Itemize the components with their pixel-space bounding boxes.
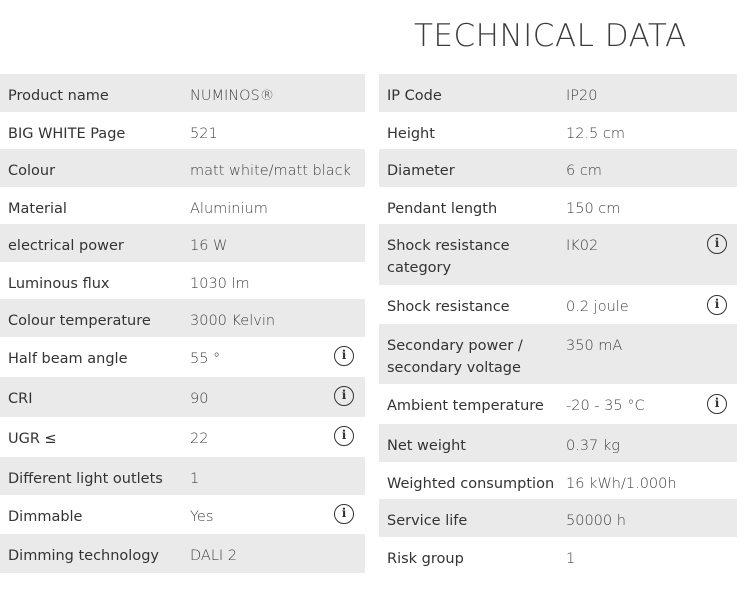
spec-label: Risk group (387, 551, 464, 567)
spec-row-dimming-technology (0, 534, 365, 573)
page-title: TECHNICAL DATA (414, 18, 687, 54)
spec-row-colour (0, 149, 365, 187)
spec-row-big-white-page (0, 112, 365, 149)
spec-row-net-weight (379, 424, 737, 462)
spec-label: Weighted consumption (387, 476, 555, 492)
spec-label: UGR ≤ (8, 431, 57, 447)
spec-label: Diameter (387, 163, 455, 179)
spec-label: CRI (8, 391, 33, 407)
spec-value: 50000 h (566, 513, 626, 529)
spec-value: 16 W (190, 238, 228, 254)
spec-label: Pendant length (387, 201, 498, 217)
spec-value: 150 cm (566, 201, 621, 217)
spec-row-ip-code (379, 74, 737, 112)
spec-label: Service life (387, 513, 468, 529)
spec-value: DALI 2 (190, 548, 238, 564)
spec-row-cri (0, 377, 365, 417)
spec-value: 22 (190, 431, 209, 447)
spec-value: 12.5 cm (566, 126, 625, 142)
spec-row-height (379, 112, 737, 149)
spec-row-product-name (0, 74, 365, 112)
spec-value: 90 (190, 391, 209, 407)
spec-label: Shock resistance (387, 299, 510, 315)
spec-row-weighted-consumption (379, 462, 737, 499)
spec-label: Product name (8, 88, 109, 104)
spec-row-ambient-temperature (379, 384, 737, 424)
info-icon[interactable]: i (334, 504, 354, 524)
spec-value: -20 - 35 °C (566, 398, 645, 414)
spec-value: Aluminium (190, 201, 268, 217)
spec-value: 55 ° (190, 351, 221, 367)
spec-value: Yes (190, 509, 214, 525)
spec-row-diameter (379, 149, 737, 187)
spec-value: IK02 (566, 238, 599, 254)
info-icon[interactable]: i (707, 394, 727, 414)
spec-value: matt white/matt black (190, 163, 352, 179)
spec-row-pendant-length (379, 187, 737, 224)
left-spec-table (0, 74, 365, 573)
spec-label: IP Code (387, 88, 442, 104)
spec-row-shock-resistance-category (379, 224, 737, 285)
spec-label: BIG WHITE Page (8, 126, 126, 142)
info-icon[interactable]: i (707, 234, 727, 254)
spec-label: Colour (8, 163, 56, 179)
spec-row-secondary-power (379, 324, 737, 384)
info-icon[interactable]: i (334, 386, 354, 406)
spec-value: 350 mA (566, 338, 623, 354)
spec-row-light-outlets (0, 457, 365, 495)
spec-label: Different light outlets (8, 471, 163, 487)
spec-value: NUMINOS® (190, 88, 275, 104)
spec-row-service-life (379, 499, 737, 537)
spec-row-ugr (0, 417, 365, 457)
spec-label: Dimmable (8, 509, 83, 525)
spec-row-dimmable (0, 495, 365, 534)
spec-value: 521 (190, 126, 218, 142)
spec-value: 1030 lm (190, 276, 250, 292)
spec-label: Net weight (387, 438, 466, 454)
spec-row-electrical-power (0, 224, 365, 262)
spec-row-luminous-flux (0, 262, 365, 299)
spec-label: Luminous flux (8, 276, 110, 292)
info-icon[interactable]: i (334, 426, 354, 446)
spec-value: IP20 (566, 88, 598, 104)
spec-label: electrical power (8, 238, 124, 254)
spec-value: 3000 Kelvin (190, 313, 276, 329)
spec-label: Colour temperature (8, 313, 151, 329)
spec-label: Ambient temperature (387, 398, 544, 414)
info-icon[interactable]: i (334, 346, 354, 366)
spec-row-shock-resistance (379, 285, 737, 324)
spec-label: Dimming technology (8, 548, 159, 564)
spec-label: Material (8, 201, 67, 217)
spec-label: Secondary power / secondary voltage (387, 338, 523, 376)
spec-row-material (0, 187, 365, 224)
spec-row-risk-group (379, 537, 737, 574)
spec-value: 16 kWh/1.000h (566, 476, 677, 492)
spec-row-colour-temperature (0, 299, 365, 337)
info-icon[interactable]: i (707, 295, 727, 315)
spec-label: Shock resistance category (387, 238, 510, 276)
right-spec-table (379, 74, 737, 574)
spec-row-half-beam-angle (0, 337, 365, 377)
spec-value: 1 (566, 551, 576, 567)
spec-value: 0.2 joule (566, 299, 629, 315)
spec-label: Height (387, 126, 435, 142)
spec-value: 1 (190, 471, 200, 487)
spec-label: Half beam angle (8, 351, 128, 367)
spec-value: 6 cm (566, 163, 602, 179)
spec-value: 0.37 kg (566, 438, 620, 454)
